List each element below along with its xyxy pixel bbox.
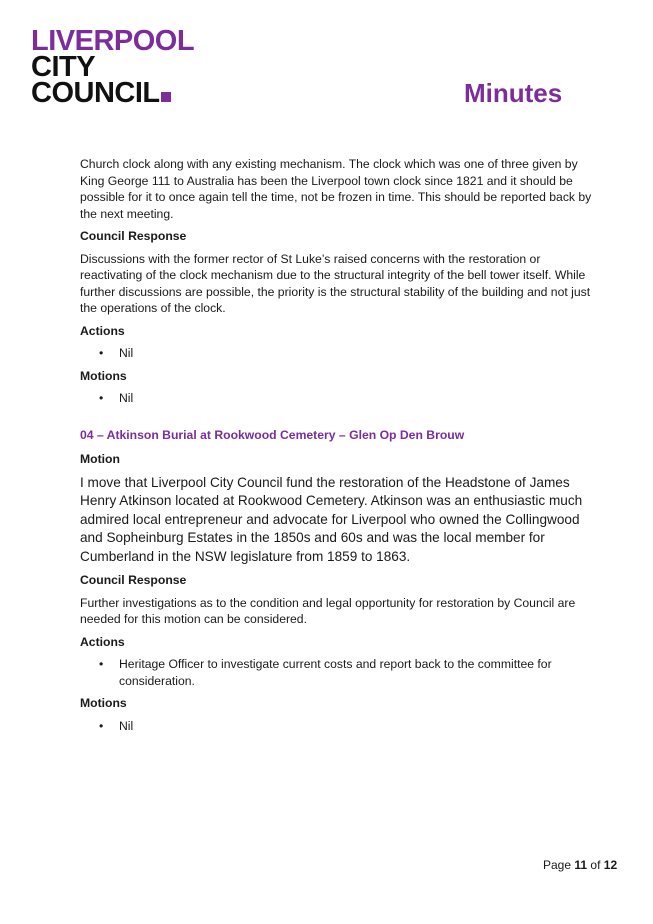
bullet-icon: • [99, 346, 104, 360]
list-item [80, 345, 600, 362]
document-body [80, 156, 600, 740]
list-item-text: Nil [119, 718, 134, 733]
logo-line-city: CITY [31, 51, 96, 83]
bullet-icon: • [99, 391, 104, 405]
motions-list [80, 718, 600, 735]
council-logo [31, 25, 195, 109]
logo-line-liverpool: LIVERPOOL [31, 25, 195, 57]
list-item-text: Nil [119, 346, 134, 360]
motion-heading: Motion [80, 452, 120, 466]
page-current: 11 [574, 858, 588, 872]
list-item-text: Nil [119, 391, 134, 405]
actions-list [80, 656, 600, 689]
list-item-text: Heritage Officer to investigate current costs and report back to the committee for consideration. [119, 657, 552, 688]
list-item [80, 718, 600, 735]
council-response-heading: Council Response [80, 229, 187, 243]
logo-square-icon [161, 92, 171, 102]
page-of: of [590, 858, 601, 872]
council-response-text: Discussions with the former rector of St Luke’s raised concerns with the restoration or reactivating of the clock mechanism due to the structural integrity of the bell tower itself. While further discussions are possible, the priority is the structural stability of the building and not just the operations of the clock. [80, 251, 591, 315]
motions-heading: Motions [80, 696, 127, 710]
page-number [543, 858, 617, 872]
section-title: 04 – Atkinson Burial at Rookwood Cemetery – Glen Op Den Brouw [80, 427, 465, 442]
actions-heading: Actions [80, 634, 125, 649]
list-item [80, 390, 600, 407]
list-item [80, 656, 600, 689]
intro-paragraph: Church clock along with any existing mechanism. The clock which was one of three given by King George 111 to Australia has been the Liverpool town clock since 1821 and it should be possible for it to once again tell the time, not be frozen in time. This should be reported back by the next meeting. [80, 157, 592, 221]
logo-line-council [31, 77, 171, 109]
actions-list [80, 345, 600, 362]
actions-heading: Actions [80, 323, 125, 338]
page-total: 12 [603, 858, 618, 872]
document-title: Minutes [464, 78, 563, 108]
motion-text: I move that Liverpool City Council fund the restoration of the Headstone of James Henry Atkinson located at Rookwood Cemetery. Atkinson was an enthusiastic much admired local entrepreneur and advocate for Liverpool who owned the Collingwood and Sopheinburg Estates in the 1850s and 60s and was the local member for Cumberland in the NSW legislature from 1859 to 1863. [80, 474, 583, 564]
bullet-icon: • [99, 657, 104, 671]
bullet-icon: • [99, 718, 104, 733]
council-response-heading: Council Response [80, 573, 187, 587]
logo-line-council-text: COUNCIL [31, 77, 160, 109]
council-response-text: Further investigations as to the condition and legal opportunity for restoration by Council are needed for this motion can be considered. [80, 595, 576, 626]
motions-list [80, 390, 600, 407]
page-label: Page [543, 858, 572, 872]
motions-heading: Motions [80, 368, 127, 383]
